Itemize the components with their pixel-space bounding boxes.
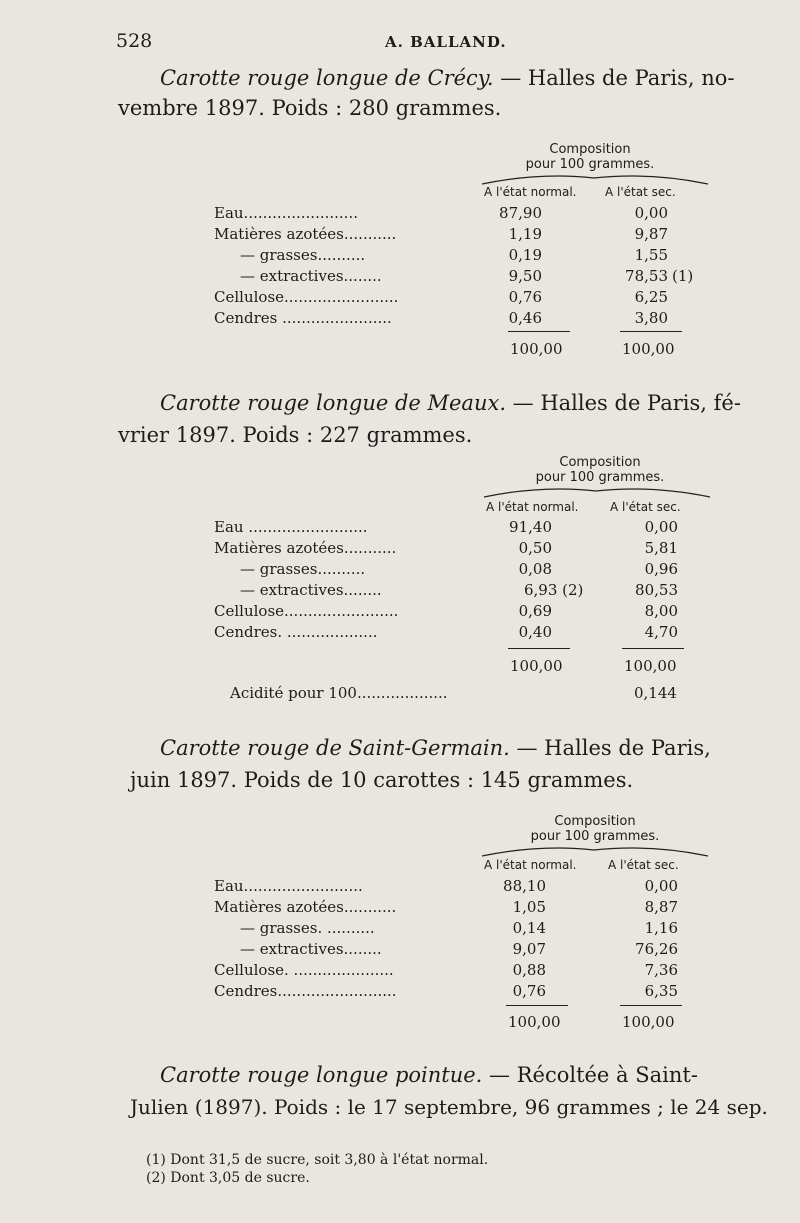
row-label: Cellulose........................ [214, 288, 399, 306]
total-rule [508, 648, 570, 649]
row-normal: 0,14 [512, 919, 546, 937]
row-normal: 9,07 [512, 940, 546, 958]
row-sec: 80,53 [635, 581, 678, 599]
row-sec: 4,70 [644, 623, 678, 641]
row-sec: 6,25 [634, 288, 668, 306]
row-label: — extractives........ [240, 267, 382, 285]
row-label: Cendres......................... [214, 982, 397, 1000]
section-2-line-1: — Halles de Paris, fé- [506, 391, 741, 415]
row-normal: 0,76 [512, 982, 546, 1000]
page-number: 528 [116, 30, 153, 52]
acidity-value: 0,144 [634, 684, 677, 702]
row-label: Cendres ....................... [214, 309, 392, 327]
row-label: Cendres. ................... [214, 623, 378, 641]
composition-unit: pour 100 grammes. [535, 470, 665, 485]
row-label: Cellulose........................ [214, 602, 399, 620]
total-normal: 100,00 [508, 1013, 561, 1031]
row-label: Cellulose. ..................... [214, 961, 394, 979]
col-sec-header: A l'état sec. [610, 500, 681, 514]
section-3-heading [160, 733, 711, 763]
total-sec: 100,00 [624, 657, 677, 675]
running-title: A. BALLAND. [385, 33, 507, 51]
row-label: — grasses. .......... [240, 919, 375, 937]
row-sec: 0,96 [644, 560, 678, 578]
section-4-title: Carotte rouge longue pointue. [160, 1063, 483, 1087]
row-normal: 0,19 [508, 246, 542, 264]
composition-unit: pour 100 grammes. [525, 157, 655, 172]
total-sec: 100,00 [622, 340, 675, 358]
row-normal: 87,90 [499, 204, 542, 222]
total-rule [620, 1005, 682, 1006]
section-1-heading [160, 63, 734, 93]
section-2-line-2: vrier 1897. Poids : 227 grammes. [118, 423, 473, 447]
total-rule [622, 648, 684, 649]
row-normal: 0,40 [518, 623, 552, 641]
row-label: — extractives........ [240, 581, 382, 599]
row-sec: 1,55 [634, 246, 668, 264]
row-sec: 6,35 [644, 982, 678, 1000]
row-sec: 8,00 [644, 602, 678, 620]
col-sec-header: A l'état sec. [608, 858, 679, 872]
section-1-line-2: vembre 1897. Poids : 280 grammes. [118, 96, 502, 120]
composition-label: Composition [559, 455, 641, 470]
row-normal: 9,50 [508, 267, 542, 285]
section-3-title: Carotte rouge de Saint-Germain. [160, 736, 510, 760]
acidity-label: Acidité pour 100................... [230, 684, 448, 702]
total-normal: 100,00 [510, 340, 563, 358]
section-1-line-1: — Halles de Paris, no- [493, 66, 735, 90]
section-4-line-2: Julien (1897). Poids : le 17 septembre, 96 grammes ; le 24 sep. [130, 1095, 768, 1119]
section-1-composition-head [520, 142, 660, 172]
section-2-heading [160, 388, 741, 418]
row-label: Matières azotées........... [214, 539, 397, 557]
total-rule [620, 331, 682, 332]
composition-label: Composition [554, 814, 636, 829]
row-sec: 8,87 [644, 898, 678, 916]
row-label: Eau......................... [214, 877, 363, 895]
row-normal: 0,76 [508, 288, 542, 306]
row-sec: 9,87 [634, 225, 668, 243]
row-sec: 1,16 [644, 919, 678, 937]
row-normal: 1,19 [508, 225, 542, 243]
row-normal: 91,40 [509, 518, 552, 536]
composition-unit: pour 100 grammes. [530, 829, 660, 844]
section-3-line-2: juin 1897. Poids de 10 carottes : 145 grammes. [130, 768, 634, 792]
total-rule [508, 331, 570, 332]
row-label: Eau........................ [214, 204, 358, 222]
col-normal-header: A l'état normal. [484, 858, 577, 872]
section-2-composition-head [530, 455, 670, 485]
section-4-line-1: — Récoltée à Saint- [482, 1063, 698, 1087]
row-normal: 0,08 [518, 560, 552, 578]
row-normal: 1,05 [512, 898, 546, 916]
row-sec: 76,26 [635, 940, 678, 958]
col-normal-header: A l'état normal. [486, 500, 579, 514]
col-sec-header: A l'état sec. [605, 185, 676, 199]
section-1-brace [480, 170, 710, 186]
row-normal: 0,88 [512, 961, 546, 979]
total-rule [506, 1005, 568, 1006]
footnote-2: (2) Dont 3,05 de sucre. [146, 1170, 310, 1186]
row-note: (1) [672, 267, 694, 285]
row-label: — grasses.......... [240, 560, 366, 578]
row-label: Eau ......................... [214, 518, 368, 536]
section-2-table [214, 518, 694, 668]
composition-label: Composition [549, 142, 631, 157]
row-sec: 78,53 [625, 267, 668, 285]
row-sec: 0,00 [644, 518, 678, 536]
row-sec: 5,81 [644, 539, 678, 557]
row-label: Matières azotées........... [214, 225, 397, 243]
section-1-title: Carotte rouge longue de Crécy. [160, 66, 494, 90]
row-normal: 0,46 [508, 309, 542, 327]
section-2-title: Carotte rouge longue de Meaux. [160, 391, 506, 415]
section-2-brace [482, 483, 712, 499]
row-normal: 88,10 [503, 877, 546, 895]
total-normal: 100,00 [510, 657, 563, 675]
row-sec: 7,36 [644, 961, 678, 979]
row-normal: 0,50 [518, 539, 552, 557]
section-3-brace [480, 842, 710, 858]
row-label: — extractives........ [240, 940, 382, 958]
footnote-1: (1) Dont 31,5 de sucre, soit 3,80 à l'état normal. [146, 1152, 489, 1168]
col-normal-header: A l'état normal. [484, 185, 577, 199]
row-normal: 0,69 [518, 602, 552, 620]
section-4-heading [160, 1060, 698, 1090]
row-sec: 3,80 [634, 309, 668, 327]
total-sec: 100,00 [622, 1013, 675, 1031]
row-label: Matières azotées........... [214, 898, 397, 916]
row-sec: 0,00 [634, 204, 668, 222]
section-3-line-1: — Halles de Paris, [509, 736, 711, 760]
row-normal: 6,93 (2) [524, 581, 584, 599]
section-3-composition-head [525, 814, 665, 844]
row-label: — grasses.......... [240, 246, 366, 264]
row-sec: 0,00 [644, 877, 678, 895]
